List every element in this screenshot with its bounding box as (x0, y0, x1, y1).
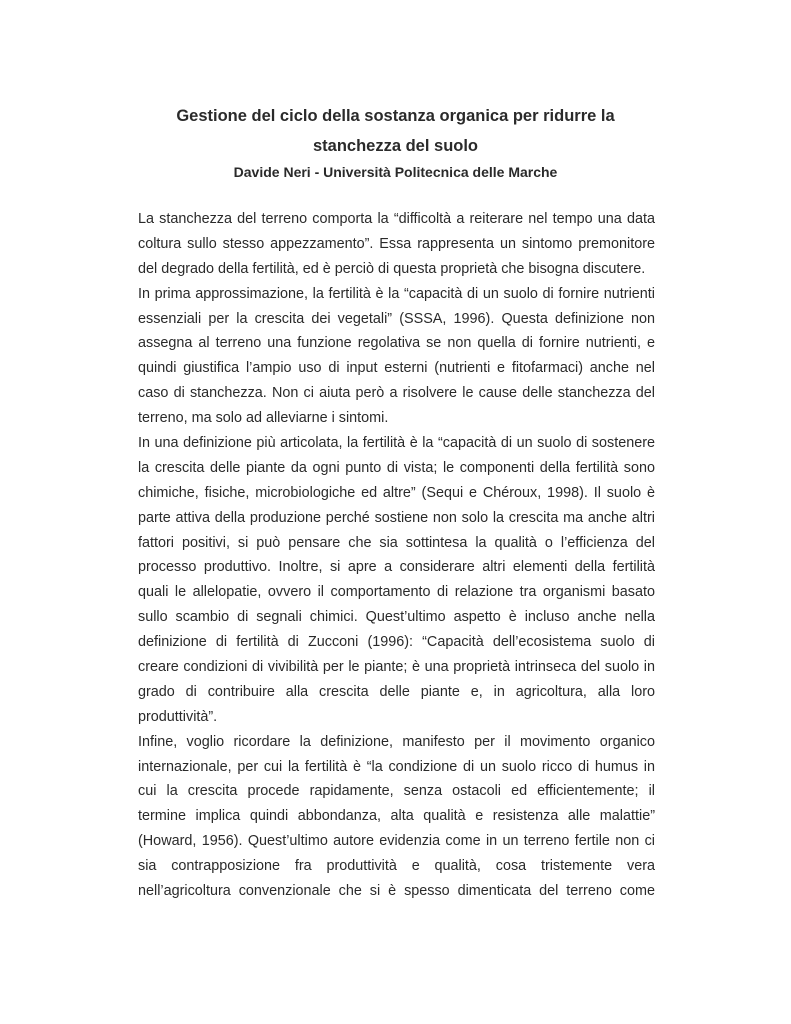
document-author: Davide Neri - Università Politecnica delle Marche (233, 164, 558, 180)
body-text-line: termine implica quindi abbondanza, alta qualità e resistenza alle malattie” (138, 808, 655, 825)
body-text-line: La stanchezza del terreno comporta la “difficoltà a reiterare nel tempo una data (138, 211, 655, 227)
body-text-line: In una definizione più articolata, la fertilità è la “capacità di un suolo di sostenere (138, 435, 655, 452)
body-text-line: terreno, ma solo ad alleviarne i sintomi. (138, 410, 389, 427)
body-text-line: essenziali per la crescita dei vegetali” (SSSA, 1996). Questa definizione non (138, 310, 655, 327)
body-text-line: caso di stanchezza. Non ci aiuta però a risolvere le cause delle stanchezza del (138, 385, 655, 402)
body-text-line: In prima approssimazione, la fertilità è la “capacità di un suolo di fornire nutrienti (138, 285, 655, 302)
body-text-line: coltura sullo stesso appezzamento”. Essa rappresenta un sintomo premonitore (138, 235, 655, 252)
body-text-line: la crescita delle piante da ogni punto di vista; le componenti della fertilità sono (138, 459, 655, 476)
body-text-line: produttività”. (138, 708, 218, 725)
body-text-line: cui la crescita procede rapidamente, senza ostacoli ed efficientemente; il (138, 783, 655, 800)
body-text-line: quali le allelopatie, ovvero il comportamento di relazione tra organismi basato (138, 584, 655, 601)
body-text-line: chimiche, fisiche, microbiologiche ed altre” (Sequi e Chéroux, 1998). Il suolo è (138, 484, 655, 501)
body-text-line: assegna al terreno una funzione regolativa se non quella di fornire nutrienti, e (138, 335, 655, 352)
body-text-line: quindi giustifica l’ampio uso di input esterni (nutrienti e fitofarmaci) anche nel (138, 360, 655, 377)
body-text-line: (Howard, 1956). Quest’ultimo autore evidenzia come in un terreno fertile non ci (138, 833, 655, 850)
body-text-line: del degrado della fertilità, ed è perciò di questa proprietà che bisogna discutere. (138, 260, 646, 277)
body-text-line: sullo scambio di segnali chimici. Quest’ultimo aspetto è incluso anche nella (138, 609, 655, 626)
body-text-line: nell’agricoltura convenzionale che si è spesso dimenticata del terreno come (138, 883, 655, 900)
body-text-line: sia contrapposizione fra produttività e qualità, cosa tristemente vera (138, 858, 655, 875)
body-text-line: grado di contribuire alla crescita delle piante e, in agricoltura, alla loro (138, 683, 655, 700)
document-body (138, 207, 655, 904)
body-text-line: fattori positivi, si può pensare che sia sottintesa la qualità o l’efficienza del (138, 534, 655, 551)
body-text-line: definizione di fertilità di Zucconi (1996): “Capacità dell’ecosistema suolo di (138, 634, 655, 651)
body-text-line: Infine, voglio ricordare la definizione, manifesto per il movimento organico (138, 733, 655, 750)
document-title-line-1: Gestione del ciclo della sostanza organica per ridurre la (176, 107, 615, 125)
body-text-line: creare condizioni di vivibilità per le piante; è una proprietà intrinseca del suolo in (138, 659, 655, 676)
body-text-line: parte attiva della produzione perché sostiene non solo la crescita ma anche altri (138, 509, 655, 526)
body-text-line: internazionale, per cui la fertilità è “la condizione di un suolo ricco di humus in (138, 758, 655, 775)
body-text-line: processo produttivo. Inoltre, si apre a considerare altri elementi della fertilità (138, 559, 655, 576)
document-title-line-2: stanchezza del suolo (312, 137, 479, 155)
